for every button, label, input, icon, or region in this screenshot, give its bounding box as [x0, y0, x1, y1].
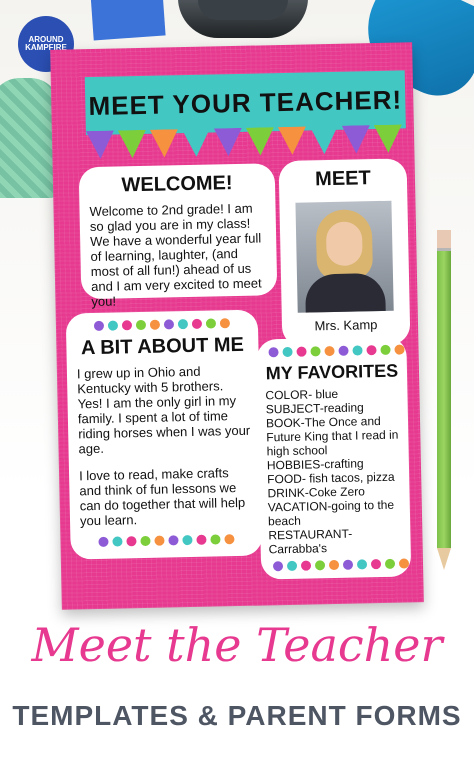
brand-logo: AROUND KAMPFIRE — [18, 16, 74, 72]
dot-row — [94, 318, 230, 331]
flyer-title: MEET YOUR TEACHER! — [88, 83, 403, 121]
favorite-item: HOBBIES-crafting — [266, 456, 364, 473]
subline: TEMPLATES & PARENT FORMS — [12, 700, 462, 731]
favorites-list — [257, 381, 411, 560]
desk-organizer — [178, 0, 308, 38]
favorite-item: VACATION-going to the beach — [267, 497, 395, 529]
bunting-decoration — [86, 124, 409, 161]
favorite-item: DRINK-Coke Zero — [267, 484, 365, 501]
welcome-text: Welcome to 2nd grade! I am so glad you are in my class! We have a wonderful year full of learning, laughter, (and most of all fun!) ahead of us and I am very excited to meet you! — [89, 200, 262, 310]
favorites-panel — [256, 336, 411, 579]
favorite-item: BOOK-The Once and Future King that I read in high school — [265, 414, 399, 459]
about-text-1: I grew up in Ohio and Kentucky with 5 brothers. Yes! I am the only girl in my family. I spent a lot of time riding horses when I was your age. — [76, 363, 251, 457]
dot-row — [273, 558, 409, 571]
favorite-item: SUBJECT-reading — [265, 400, 364, 417]
favorite-item: RESTAURANT-Carrabba's — [268, 526, 353, 557]
meet-title: MEET — [314, 167, 371, 191]
favorite-item: FOOD- fish tacos, pizza — [267, 469, 395, 487]
about-text-2: I love to read, make crafts and think of fun lessons we can do together that will help you learn. — [78, 465, 246, 529]
welcome-title: WELCOME! — [121, 172, 233, 197]
dot-row — [268, 344, 404, 357]
favorite-item: COLOR- blue — [265, 386, 339, 403]
favorites-title: MY FAVORITES — [265, 360, 399, 384]
sticky-notes — [90, 0, 165, 40]
welcome-panel — [79, 163, 278, 310]
dot-row — [98, 534, 234, 547]
pencil — [437, 232, 451, 548]
about-panel — [66, 310, 263, 560]
headline: Meet the Teacher — [31, 618, 443, 672]
teacher-name: Mrs. Kamp — [314, 317, 378, 334]
meet-panel — [279, 158, 411, 347]
about-title: A BIT ABOUT ME — [80, 333, 245, 360]
flyer — [50, 42, 424, 609]
teacher-photo — [295, 201, 393, 313]
